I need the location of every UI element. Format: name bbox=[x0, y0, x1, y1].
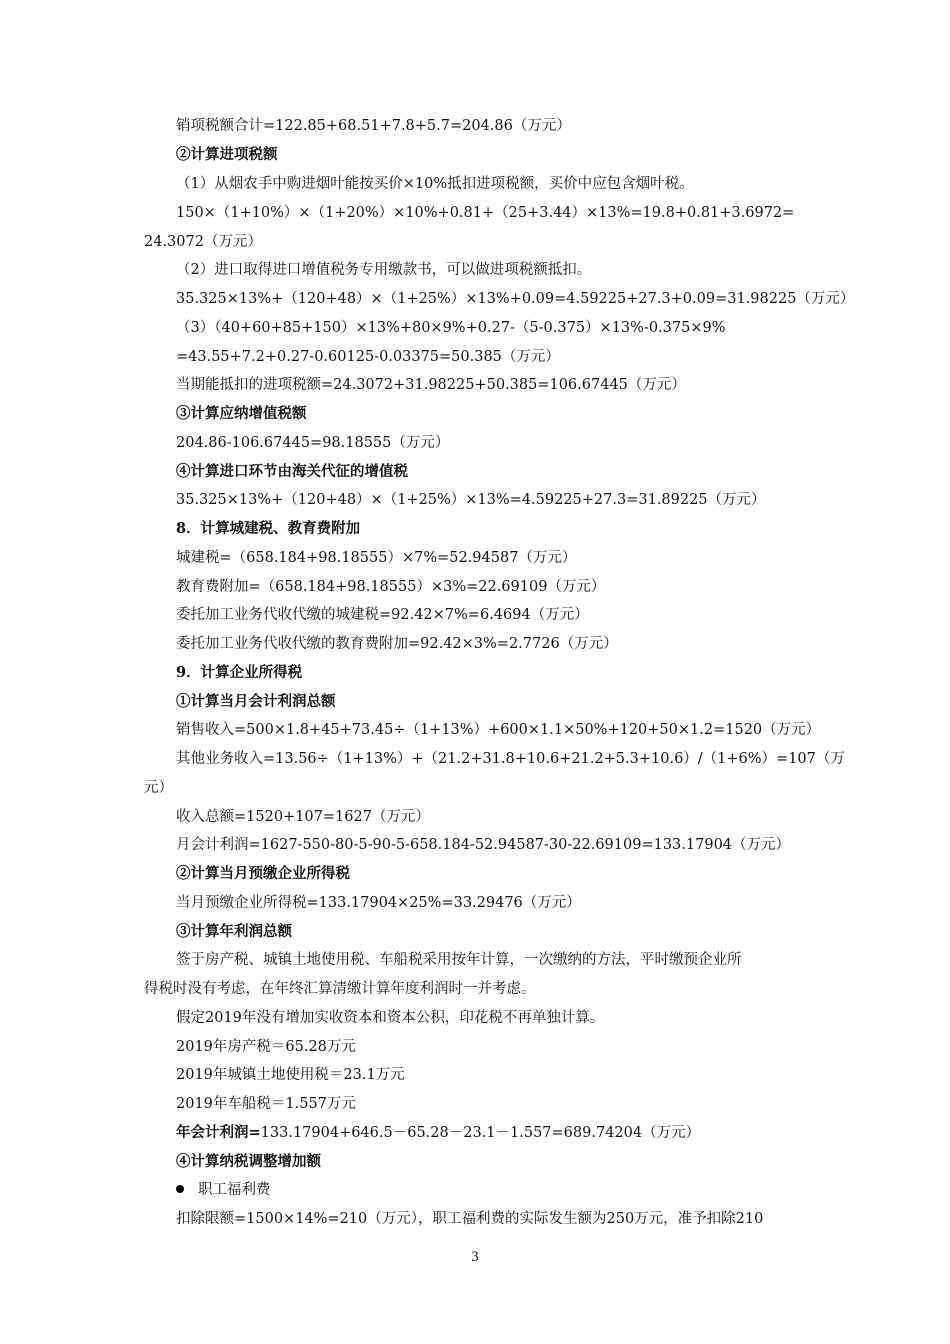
bullet-item bbox=[176, 1180, 848, 1200]
heading-prepaid-tax: ②计算当月预缴企业所得税 bbox=[176, 865, 350, 882]
output-tax-total: 销项税额合计=122.85+68.51+7.8+5.7=204.86（万元） bbox=[176, 118, 571, 134]
bullet-text: 职工福利费 bbox=[198, 1182, 271, 1198]
formula-line: 2019年房产税＝65.28万元 bbox=[176, 1039, 356, 1055]
heading-customs-vat: ④计算进口环节由海关代征的增值税 bbox=[176, 463, 408, 480]
formula-line: 城建税=（658.184+98.18555）×7%=52.94587（万元） bbox=[176, 550, 577, 566]
formula-line: 扣除限额=1500×14%=210（万元），职工福利费的实际发生额为250万元，准予扣除210 bbox=[176, 1211, 764, 1227]
formula-line: 元） bbox=[144, 780, 173, 796]
formula-line: 2019年车船税＝1.557万元 bbox=[176, 1096, 356, 1112]
paragraph: 假定2019年没有增加实收资本和资本公积，印花税不再单独计算。 bbox=[176, 1010, 605, 1026]
formula-line: 204.86-106.67445=98.18555（万元） bbox=[176, 435, 450, 451]
formula-line: 150×（1+10%）×（1+20%）×10%+0.81+（25+3.44）×13%=19.8+0.81+3.6972= bbox=[176, 205, 795, 221]
formula-line: 销售收入=500×1.8+45+73.45÷（1+13%）+600×1.1×50%+120+50×1.2=1520（万元） bbox=[176, 722, 821, 738]
heading-tax-adjustment: ④计算纳税调整增加额 bbox=[176, 1153, 321, 1170]
annual-profit-formula: 133.17904+646.5－65.28－23.1－1.557=689.74204（万元） bbox=[260, 1125, 701, 1141]
formula-line: 收入总额=1520+107=1627（万元） bbox=[176, 809, 430, 825]
heading-vat-payable: ③计算应纳增值税额 bbox=[176, 405, 307, 422]
formula-line: 月会计利润=1627-550-80-5-90-5-658.184-52.94587-30-22.69109=133.17904（万元） bbox=[176, 837, 791, 853]
formula-line: 35.325×13%+（120+48）×（1+25%）×13%+0.09=4.59225+27.3+0.09=31.98225（万元） bbox=[176, 291, 855, 307]
paragraph: （1）从烟农手中购进烟叶能按买价×10%抵扣进项税额，买价中应包含烟叶税。 bbox=[176, 176, 694, 192]
formula-line: 当期能抵扣的进项税额=24.3072+31.98225+50.385=106.67445（万元） bbox=[176, 377, 686, 393]
formula-line: 其他业务收入=13.56÷（1+13%）+（21.2+31.8+10.6+21.2+5.3+10.6）/（1+6%）=107（万 bbox=[176, 751, 845, 767]
section-heading-8: 8．计算城建税、教育费附加 bbox=[176, 520, 361, 537]
formula-line: 2019年城镇土地使用税＝23.1万元 bbox=[176, 1067, 405, 1083]
annual-profit-label: 年会计利润= bbox=[176, 1124, 261, 1141]
paragraph: （2）进口取得进口增值税务专用缴款书，可以做进项税额抵扣。 bbox=[176, 262, 592, 278]
formula-line: 当月预缴企业所得税=133.17904×25%=33.29476（万元） bbox=[176, 895, 581, 911]
formula-line: =43.55+7.2+0.27-0.60125-0.03375=50.385（万元） bbox=[176, 349, 560, 365]
heading-annual-profit: ③计算年利润总额 bbox=[176, 923, 292, 940]
formula-line: 委托加工业务代收代缴的教育费附加=92.42×3%=2.7726（万元） bbox=[176, 636, 618, 652]
paragraph: 得税时没有考虑，在年终汇算清缴计算年度利润时一并考虑。 bbox=[144, 981, 536, 997]
formula-line: 教育费附加=（658.184+98.18555）×3%=22.69109（万元） bbox=[176, 579, 606, 595]
formula-line: 委托加工业务代收代缴的城建税=92.42×7%=6.4694（万元） bbox=[176, 607, 589, 623]
page-number: 3 bbox=[471, 1249, 479, 1265]
formula-line: 24.3072（万元） bbox=[144, 234, 262, 250]
heading-monthly-profit: ①计算当月会计利润总额 bbox=[176, 693, 336, 710]
paragraph: 签于房产税、城镇土地使用税、车船税采用按年计算，一次缴纳的方法，平时缴预企业所 bbox=[176, 952, 742, 968]
annual-profit-line bbox=[176, 1123, 848, 1143]
formula-line: （3）（40+60+85+150）×13%+80×9%+0.27-（5-0.375）×13%-0.375×9% bbox=[176, 320, 726, 336]
section-heading-9: 9．计算企业所得税 bbox=[176, 664, 303, 681]
formula-line: 35.325×13%+（120+48）×（1+25%）×13%=4.59225+27.3=31.89225（万元） bbox=[176, 492, 766, 508]
bullet-icon bbox=[176, 1185, 184, 1193]
heading-input-tax: ②计算进项税额 bbox=[176, 146, 278, 163]
